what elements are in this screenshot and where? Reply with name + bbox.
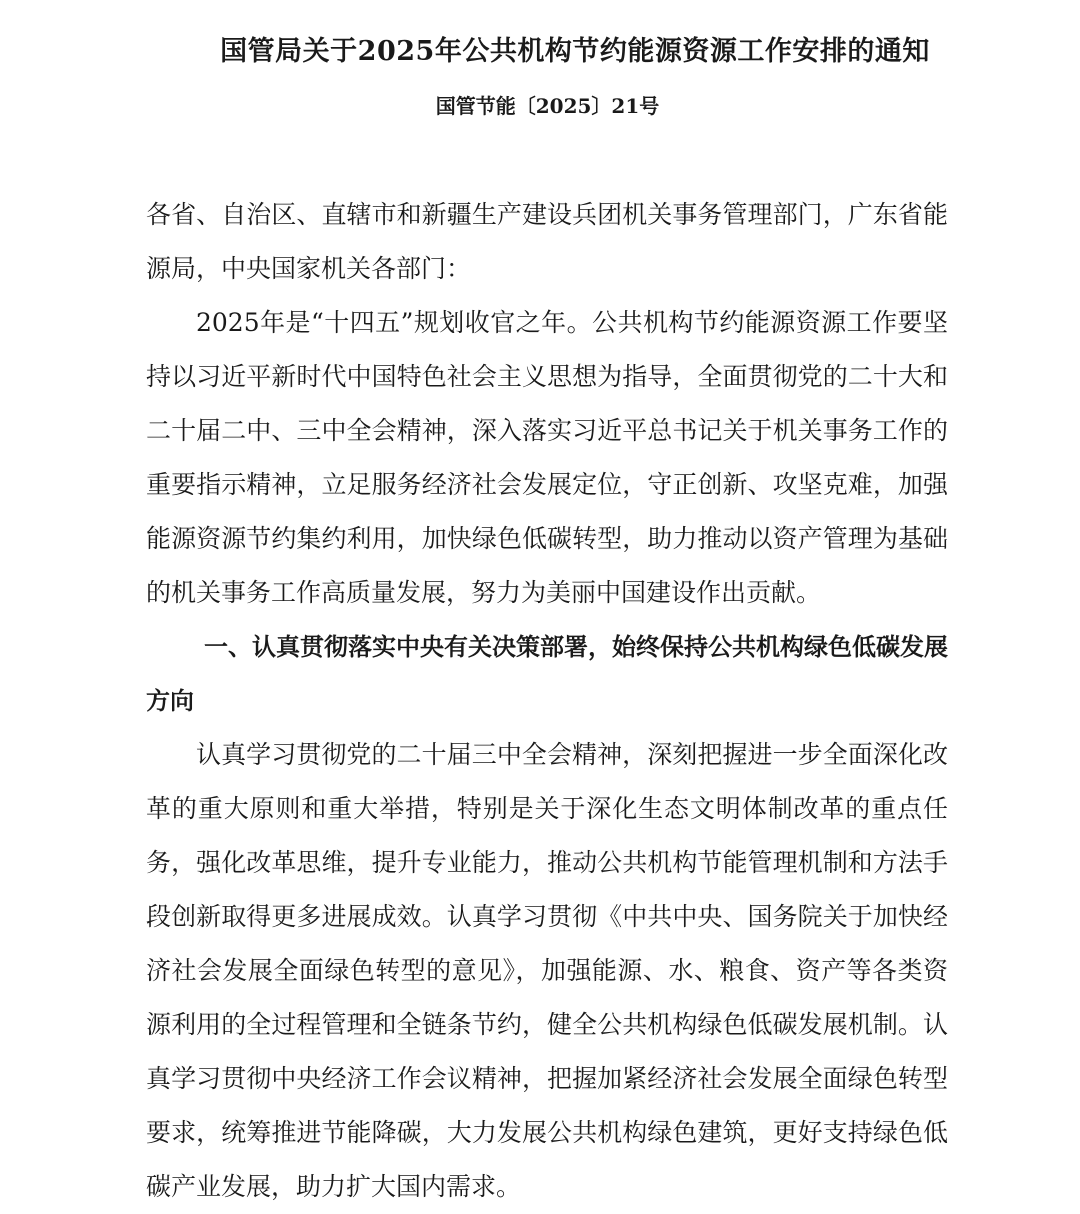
document-body: [146, 188, 948, 1214]
intro-paragraph: 2025年是“十四五”规划收官之年。公共机构节约能源资源工作要坚持以习近平新时代中国特色社会主义思想为指导，全面贯彻党的二十大和二十届二中、三中全会精神，深入落实习近平总书记关于机关事务工作的重要指示精神，立足服务经济社会发展定位，守正创新、攻坚克难，加强能源资源节约集约利用，加快绿色低碳转型，助力推动以资产管理为基础的机关事务工作高质量发展，努力为美丽中国建设作出贡献。: [146, 308, 948, 607]
document-number: 国管节能〔2025〕21号: [435, 94, 660, 118]
section-1-heading: 一、认真贯彻落实中央有关决策部署，始终保持公共机构绿色低碳发展方向: [146, 633, 948, 715]
document-title: 国管局关于2025年公共机构节约能源资源工作安排的通知: [220, 36, 930, 67]
section-1-paragraph: 认真学习贯彻党的二十届三中全会精神，深刻把握进一步全面深化改革的重大原则和重大举措，特别是关于深化生态文明体制改革的重点任务，强化改革思维，提升专业能力，推动公共机构节能管理机制和方法手段创新取得更多进展成效。认真学习贯彻《中共中央、国务院关于加快经济社会发展全面绿色转型的意见》，加强能源、水、粮食、资产等各类资源利用的全过程管理和全链条节约，健全公共机构绿色低碳发展机制。认真学习贯彻中央经济工作会议精神，把握加紧经济社会发展全面绿色转型要求，统筹推进节能降碳，大力发展公共机构绿色建筑，更好支持绿色低碳产业发展，助力扩大国内需求。: [146, 740, 948, 1201]
salutation: 各省、自治区、直辖市和新疆生产建设兵团机关事务管理部门，广东省能源局，中央国家机关各部门：: [146, 200, 948, 283]
